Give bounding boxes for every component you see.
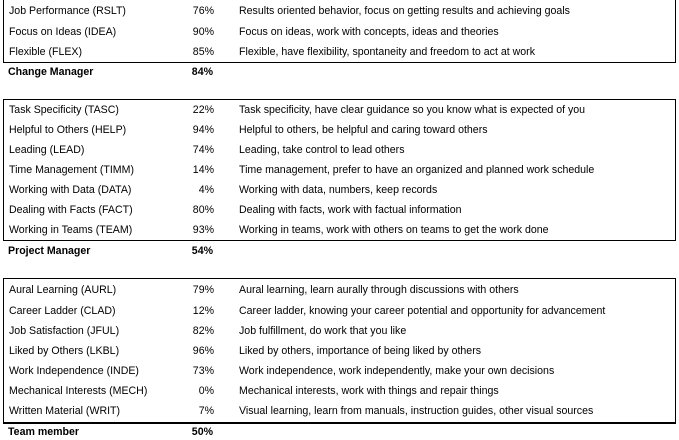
table-row: [4, 381, 675, 401]
trait-name: Aural Learning (AURL): [9, 284, 117, 296]
trait-name: Dealing with Facts (FACT): [9, 204, 133, 216]
trait-description: Mechanical interests, work with things and repair things: [239, 385, 499, 397]
table-row: [4, 100, 675, 120]
trait-description: Time management, prefer to have an organized and planned work schedule: [239, 164, 595, 176]
trait-percent: 14%: [192, 164, 214, 176]
trait-percent: 74%: [192, 144, 214, 156]
trait-percent: 7%: [198, 405, 214, 417]
table-row: [4, 42, 675, 62]
table-row: [4, 140, 675, 160]
trait-name: Working with Data (DATA): [9, 184, 132, 196]
role-name: Change Manager: [8, 66, 94, 78]
table-row: [4, 321, 675, 341]
trait-table-change-manager: [3, 0, 676, 63]
trait-percent: 73%: [192, 365, 214, 377]
trait-description: Focus on ideas, work with concepts, ideas and theories: [239, 26, 499, 38]
trait-description: Working with data, numbers, keep records: [239, 184, 438, 196]
table-row: [4, 22, 675, 42]
trait-name: Task Specificity (TASC): [9, 104, 119, 116]
trait-description: Career ladder, knowing your career potential and opportunity for advancement: [239, 305, 606, 317]
table-row: [4, 200, 675, 220]
table-row: [4, 120, 675, 140]
trait-name: Career Ladder (CLAD): [9, 305, 116, 317]
trait-percent: 4%: [198, 184, 214, 196]
trait-percent: 85%: [192, 46, 214, 58]
trait-name: Working in Teams (TEAM): [9, 224, 133, 236]
role-name: Project Manager: [8, 245, 91, 257]
table-row: [4, 301, 675, 321]
trait-description: Liked by others, importance of being liked by others: [239, 345, 482, 357]
role-summary-project-manager: [3, 242, 676, 260]
trait-description: Work independence, work independently, make your own decisions: [239, 365, 555, 377]
trait-percent: 79%: [192, 284, 214, 296]
table-row: [4, 0, 675, 22]
role-summary-team-member: [3, 422, 676, 440]
trait-percent: 12%: [192, 305, 214, 317]
trait-description: Working in teams, work with others on teams to get the work done: [239, 224, 549, 236]
role-percent: 54%: [191, 245, 213, 257]
trait-description: Helpful to others, be helpful and caring toward others: [239, 124, 488, 136]
trait-description: Results oriented behavior, focus on getting results and achieving goals: [239, 5, 570, 17]
role-summary-change-manager: [3, 63, 676, 81]
table-row: [4, 220, 675, 240]
trait-description: Visual learning, learn from manuals, instruction guides, other visual sources: [239, 405, 594, 417]
trait-name: Work Independence (INDE): [9, 365, 139, 377]
table-row: [4, 160, 675, 180]
trait-percent: 96%: [192, 345, 214, 357]
trait-table-project-manager: [3, 99, 676, 241]
table-row: [4, 341, 675, 361]
trait-description: Leading, take control to lead others: [239, 144, 405, 156]
table-row: [4, 361, 675, 381]
table-row: [4, 401, 675, 421]
trait-name: Flexible (FLEX): [9, 46, 82, 58]
table-row: [4, 279, 675, 301]
trait-percent: 94%: [192, 124, 214, 136]
trait-percent: 0%: [198, 385, 214, 397]
role-percent: 84%: [191, 66, 213, 78]
trait-name: Job Performance (RSLT): [9, 5, 126, 17]
trait-name: Liked by Others (LKBL): [9, 345, 120, 357]
trait-name: Leading (LEAD): [9, 144, 85, 156]
trait-percent: 76%: [192, 5, 214, 17]
trait-description: Dealing with facts, work with factual information: [239, 204, 462, 216]
trait-name: Helpful to Others (HELP): [9, 124, 127, 136]
trait-description: Flexible, have flexibility, spontaneity and freedom to act at work: [239, 46, 535, 58]
trait-percent: 82%: [192, 325, 214, 337]
trait-percent: 22%: [192, 104, 214, 116]
trait-percent: 93%: [192, 224, 214, 236]
trait-description: Aural learning, learn aurally through discussions with others: [239, 284, 519, 296]
trait-description: Task specificity, have clear guidance so you know what is expected of you: [239, 104, 586, 116]
role-percent: 50%: [191, 426, 213, 438]
trait-name: Time Management (TIMM): [9, 164, 134, 176]
trait-description: Job fulfillment, do work that you like: [239, 325, 407, 337]
trait-name: Mechanical Interests (MECH): [9, 385, 148, 397]
trait-percent: 90%: [192, 26, 214, 38]
trait-name: Written Material (WRIT): [9, 405, 121, 417]
trait-table-team-member: [3, 278, 676, 423]
table-row: [4, 180, 675, 200]
trait-name: Job Satisfaction (JFUL): [9, 325, 120, 337]
trait-percent: 80%: [192, 204, 214, 216]
trait-name: Focus on Ideas (IDEA): [9, 26, 117, 38]
role-name: Team member: [8, 426, 80, 438]
